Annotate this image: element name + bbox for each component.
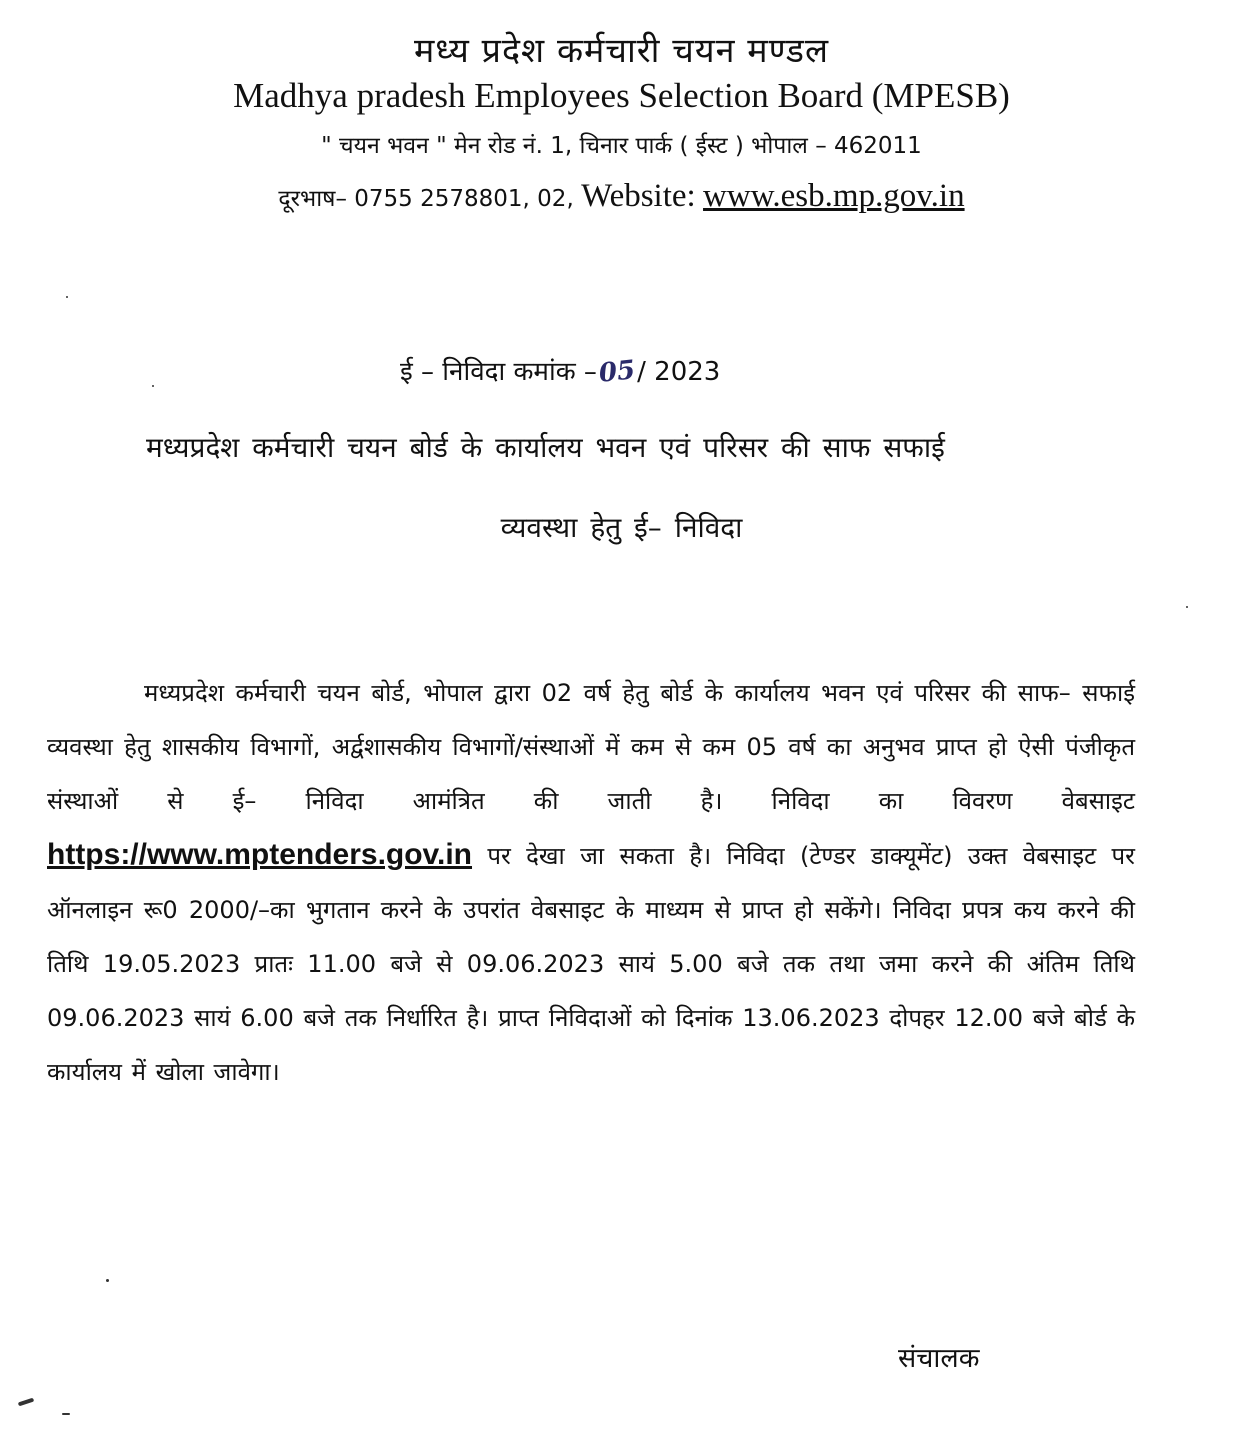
scan-speck bbox=[1186, 606, 1188, 608]
scan-speck bbox=[66, 296, 68, 298]
scan-speck bbox=[18, 1398, 34, 1407]
tender-number-handwritten: 05 bbox=[597, 355, 637, 389]
website-link[interactable]: www.esb.mp.gov.in bbox=[703, 178, 965, 214]
scan-speck bbox=[106, 1279, 109, 1282]
scan-speck bbox=[62, 1413, 70, 1415]
office-address: " चयन भवन " मेन रोड नं. 1, चिनार पार्क ( ईस्ट ) भोपाल – 462011 bbox=[321, 133, 922, 159]
phone-numbers: दूरभाष– 0755 2578801, 02, bbox=[278, 186, 574, 212]
subject-line-1: मध्यप्रदेश कर्मचारी चयन बोर्ड के कार्यालय भवन एवं परिसर की साफ सफाई bbox=[146, 431, 945, 464]
tenders-website-link[interactable]: https://www.mptenders.gov.in bbox=[47, 838, 473, 871]
tender-number-prefix: ई – निविदा कमांक – bbox=[400, 357, 597, 387]
org-name-hindi: मध्य प्रदेश कर्मचारी चयन मण्डल bbox=[413, 31, 830, 71]
scan-speck bbox=[152, 385, 154, 387]
notice-body-part-1: मध्यप्रदेश कर्मचारी चयन बोर्ड, भोपाल द्वारा 02 वर्ष हेतु बोर्ड के कार्यालय भवन एवं परिसर की साफ– सफाई व्यवस्था हेतु शासकीय विभागों, अर्द्वशासकीय विभागों/संस्थाओं में कम से कम 05 वर्ष का अनुभव प्राप्त हो ऐसी पंजीकृत संस्थाओं से ई– निविदा आमंत्रित की जाती है। निविदा का विवरण वेबसाइट bbox=[47, 679, 1135, 815]
website-label: Website: bbox=[581, 178, 696, 214]
notice-body-part-2: पर देखा जा सकता है। निविदा (टेण्डर डाक्यूमेंट) उक्त वेबसाइट पर ऑनलाइन रू0 2000/–का भुगतान करने के उपरांत वेबसाइट के माध्यम से प्राप्त हो सकेंगे। निविदा प्रपत्र कय करने की तिथि 19.05.2023 प्रातः 11.00 बजे से 09.06.2023 सायं 5.00 बजे तक तथा जमा करने की अंतिम तिथि 09.06.2023 सायं 6.00 बजे तक निर्धारित है। प्राप्त निविदाओं को दिनांक 13.06.2023 दोपहर 12.00 बजे बोर्ड के कार्यालय में खोला जावेगा। bbox=[47, 842, 1135, 1086]
tender-number-suffix: / 2023 bbox=[637, 357, 721, 387]
notice-body bbox=[47, 666, 1135, 1099]
tender-number bbox=[400, 352, 720, 388]
contact-line bbox=[0, 178, 1243, 215]
org-name-english: Madhya pradesh Employees Selection Board (MPESB) bbox=[233, 76, 1010, 115]
signatory: संचालक bbox=[898, 1343, 980, 1374]
subject-line-2: व्यवस्था हेतु ई– निविदा bbox=[500, 511, 743, 544]
